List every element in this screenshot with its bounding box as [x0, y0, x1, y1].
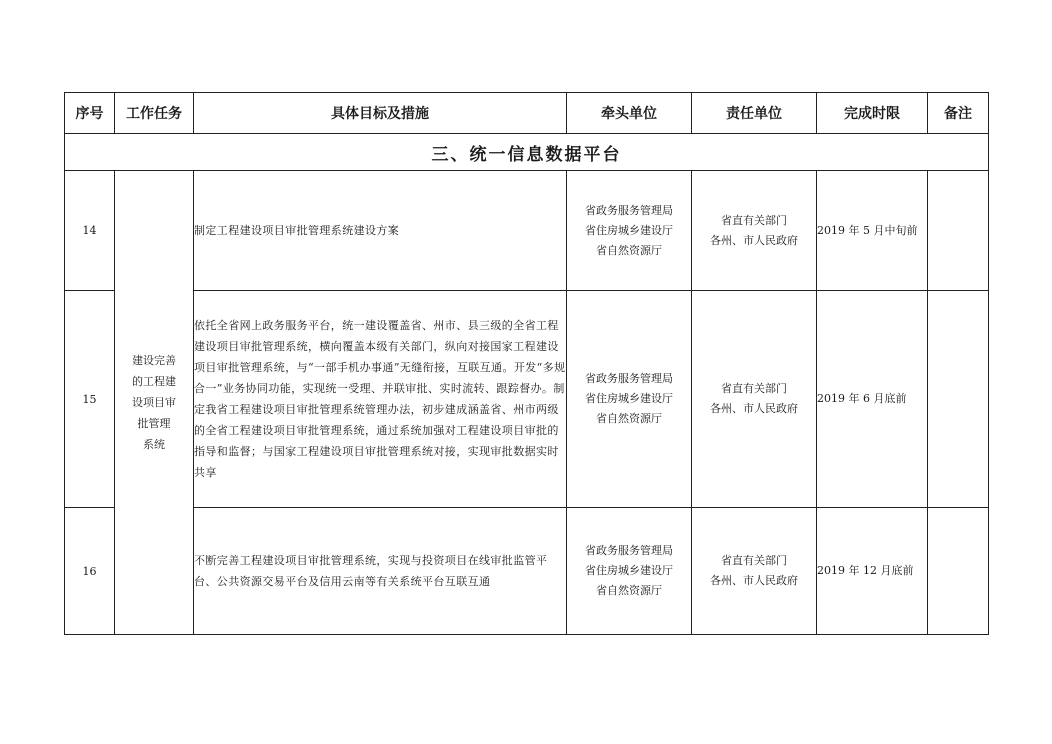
lead-unit-line: 省自然资源厅: [596, 243, 662, 257]
table-row: [65, 171, 989, 291]
row-lead-unit: [567, 171, 692, 291]
row-seq: 14: [65, 171, 115, 291]
responsible-unit-line: 各州、市人民政府: [710, 574, 798, 587]
task-line: 建设完善: [132, 354, 176, 367]
header-task: 工作任务: [115, 93, 194, 134]
row-remark: [928, 508, 989, 635]
row-deadline: 2019 年 5 月中旬前: [817, 171, 928, 291]
row-responsible-unit: [692, 171, 817, 291]
lead-unit-line: 省政务服务管理局: [585, 544, 673, 557]
lead-unit-line: 省住房城乡建设厅: [585, 564, 673, 577]
row-seq: 15: [65, 291, 115, 508]
task-line: 设项目审: [132, 396, 176, 409]
lead-unit-line: 省自然资源厅: [596, 412, 662, 425]
table-row: [65, 291, 989, 508]
row-remark: [928, 291, 989, 508]
header-measures: 具体目标及措施: [194, 93, 567, 134]
row-remark: [928, 171, 989, 291]
lead-unit-line: 省政务服务管理局: [585, 203, 673, 217]
responsible-unit-line: 各州、市人民政府: [710, 233, 798, 247]
row-measure: 依托全省网上政务服务平台，统一建设覆盖省、州市、县三级的全省工程建设项目审批管理系统，横向覆盖本级有关部门，纵向对接国家工程建设项目审批管理系统，与“一部手机办事通”无缝衔接，互联互通。开发“多规合一”业务协同功能，实现统一受理、并联审批、实时流转、跟踪督办。制定我省工程建设项目审批管理系统管理办法，初步建成涵盖省、州市两级的全省工程建设项目审批管理系统，通过系统加强对工程建设项目审批的指导和监督；与国家工程建设项目审批管理系统对接，实现审批数据实时共享: [194, 291, 567, 508]
row-seq: 16: [65, 508, 115, 635]
header-remarks: 备注: [928, 93, 989, 134]
task-group-cell: [115, 171, 194, 635]
lead-unit-line: 省住房城乡建设厅: [585, 392, 673, 405]
responsible-unit-line: 省直有关部门: [721, 382, 787, 395]
lead-unit-line: 省住房城乡建设厅: [585, 223, 673, 237]
lead-unit-line: 省自然资源厅: [596, 584, 662, 597]
header-row: [65, 93, 989, 134]
responsible-unit-line: 各州、市人民政府: [710, 402, 798, 415]
row-responsible-unit: [692, 291, 817, 508]
row-lead-unit: [567, 508, 692, 635]
task-line: 系统: [143, 438, 165, 451]
row-deadline: 2019 年 6 月底前: [817, 291, 928, 508]
header-lead-unit: 牵头单位: [567, 93, 692, 134]
row-lead-unit: [567, 291, 692, 508]
header-responsible-unit: 责任单位: [692, 93, 817, 134]
section-row: [65, 134, 989, 171]
section-title: 三、统一信息数据平台: [65, 134, 989, 171]
responsible-unit-line: 省直有关部门: [721, 554, 787, 567]
row-responsible-unit: [692, 508, 817, 635]
responsible-unit-line: 省直有关部门: [721, 213, 787, 227]
task-line: 的工程建: [132, 375, 176, 388]
header-seq: 序号: [65, 93, 115, 134]
lead-unit-line: 省政务服务管理局: [585, 372, 673, 385]
row-deadline: 2019 年 12 月底前: [817, 508, 928, 635]
task-line: 批管理: [137, 417, 171, 430]
row-measure: 制定工程建设项目审批管理系统建设方案: [194, 171, 567, 291]
row-measure: 不断完善工程建设项目审批管理系统，实现与投资项目在线审批监管平台、公共资源交易平台及信用云南等有关系统平台互联互通: [194, 508, 567, 635]
table-row: [65, 508, 989, 635]
header-deadline: 完成时限: [817, 93, 928, 134]
task-table: [64, 92, 989, 635]
